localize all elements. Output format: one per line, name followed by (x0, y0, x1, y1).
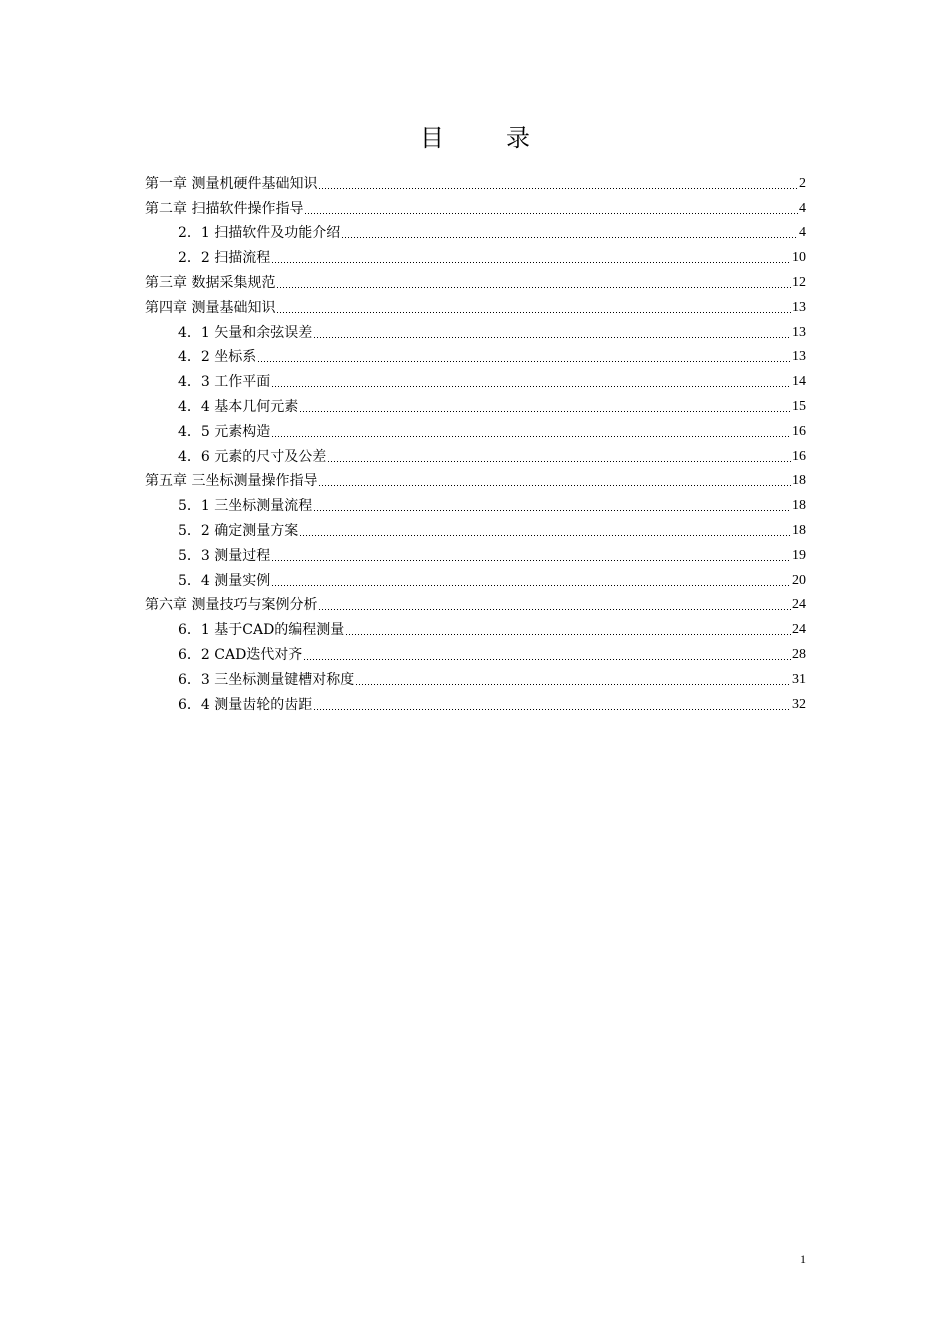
toc-leader-dots (271, 374, 791, 388)
toc-leader-dots (303, 647, 791, 661)
toc-entry-label: 4．4 基本几何元素 (178, 398, 299, 415)
toc-entry-label: 5．4 测量实例 (178, 572, 271, 589)
toc-entry-page: 32 (792, 696, 806, 712)
toc-entry-label: 第四章 测量基础知识 (145, 299, 276, 316)
toc-entry[interactable] (145, 366, 806, 391)
toc-leader-dots (341, 225, 798, 239)
toc-leader-dots (313, 697, 791, 711)
toc-entry-page: 24 (792, 597, 806, 613)
toc-entry[interactable] (145, 416, 806, 441)
toc-entry-page: 28 (792, 646, 806, 662)
toc-leader-dots (355, 672, 791, 686)
toc-entry[interactable] (145, 614, 806, 639)
toc-entry-label: 5．2 确定测量方案 (178, 522, 299, 539)
toc-leader-dots (257, 349, 791, 363)
toc-entry-page: 20 (792, 572, 806, 588)
toc-leader-dots (299, 399, 791, 413)
toc-entry[interactable] (145, 342, 806, 367)
toc-entry-label: 第三章 数据采集规范 (145, 274, 276, 291)
toc-entry-page: 15 (792, 398, 806, 414)
toc-entry-page: 10 (792, 250, 806, 266)
toc-leader-dots (318, 176, 798, 190)
toc-entry-page: 13 (792, 324, 806, 340)
toc-leader-dots (313, 498, 791, 512)
toc-entry[interactable] (145, 218, 806, 243)
toc-entry-page: 4 (799, 225, 806, 241)
page-number: 1 (800, 1252, 806, 1266)
table-of-contents (145, 168, 806, 714)
toc-entry[interactable] (145, 639, 806, 664)
toc-entry[interactable] (145, 590, 806, 615)
toc-entry-page: 14 (792, 374, 806, 390)
toc-entry[interactable] (145, 515, 806, 540)
toc-entry[interactable] (145, 292, 806, 317)
toc-entry-page: 16 (792, 448, 806, 464)
toc-entry[interactable] (145, 466, 806, 491)
toc-entry[interactable] (145, 168, 806, 193)
toc-leader-dots (304, 201, 798, 215)
toc-leader-dots (318, 597, 791, 611)
toc-entry-label: 2．2 扫描流程 (178, 250, 271, 267)
toc-entry[interactable] (145, 565, 806, 590)
toc-entry-label: 5．1 三坐标测量流程 (178, 498, 313, 515)
toc-leader-dots (271, 250, 791, 264)
toc-entry-label: 4．2 坐标系 (178, 349, 257, 366)
toc-entry-page: 4 (799, 200, 806, 216)
toc-leader-dots (299, 523, 791, 537)
title-char-1: 目 (420, 124, 444, 152)
toc-entry-label: 4．5 元素构造 (178, 423, 271, 440)
toc-leader-dots (271, 573, 791, 587)
page-title (0, 118, 950, 153)
toc-entry-page: 16 (792, 423, 806, 439)
toc-entry-label: 4．3 工作平面 (178, 374, 271, 391)
toc-leader-dots (313, 325, 791, 339)
toc-entry[interactable] (145, 689, 806, 714)
toc-entry-page: 24 (792, 622, 806, 638)
toc-entry[interactable] (145, 490, 806, 515)
toc-leader-dots (271, 548, 791, 562)
toc-entry-label: 2．1 扫描软件及功能介绍 (178, 225, 341, 242)
title-char-2: 录 (506, 124, 530, 152)
toc-leader-dots (276, 300, 791, 314)
toc-entry-label: 第一章 测量机硬件基础知识 (145, 175, 318, 192)
toc-entry-page: 31 (792, 671, 806, 687)
toc-entry[interactable] (145, 441, 806, 466)
toc-entry-label: 第二章 扫描软件操作指导 (145, 200, 304, 217)
toc-entry-label: 6．4 测量齿轮的齿距 (178, 696, 313, 713)
toc-entry-label: 第六章 测量技巧与案例分析 (145, 597, 318, 614)
toc-leader-dots (276, 275, 791, 289)
toc-entry-label: 第五章 三坐标测量操作指导 (145, 473, 318, 490)
toc-entry-label: 5．3 测量过程 (178, 547, 271, 564)
toc-entry-label: 4．1 矢量和余弦误差 (178, 324, 313, 341)
toc-entry-label: 6．2 CAD迭代对齐 (178, 646, 303, 663)
toc-entry-page: 13 (792, 349, 806, 365)
toc-entry[interactable] (145, 391, 806, 416)
toc-entry[interactable] (145, 242, 806, 267)
toc-entry-label: 4．6 元素的尺寸及公差 (178, 448, 327, 465)
toc-entry-page: 18 (792, 522, 806, 538)
toc-entry[interactable] (145, 193, 806, 218)
toc-entry[interactable] (145, 317, 806, 342)
toc-entry-label: 6．3 三坐标测量键槽对称度 (178, 671, 355, 688)
toc-entry-page: 19 (792, 547, 806, 563)
toc-leader-dots (327, 449, 791, 463)
toc-entry-page: 18 (792, 473, 806, 489)
toc-entry-page: 12 (792, 274, 806, 290)
toc-entry-label: 6．1 基于CAD的编程测量 (178, 622, 345, 639)
toc-entry-page: 18 (792, 498, 806, 514)
toc-entry[interactable] (145, 267, 806, 292)
toc-leader-dots (318, 473, 791, 487)
toc-leader-dots (345, 622, 791, 636)
toc-entry-page: 2 (799, 175, 806, 191)
toc-entry-page: 13 (792, 299, 806, 315)
toc-leader-dots (271, 424, 791, 438)
toc-entry[interactable] (145, 540, 806, 565)
toc-entry[interactable] (145, 664, 806, 689)
